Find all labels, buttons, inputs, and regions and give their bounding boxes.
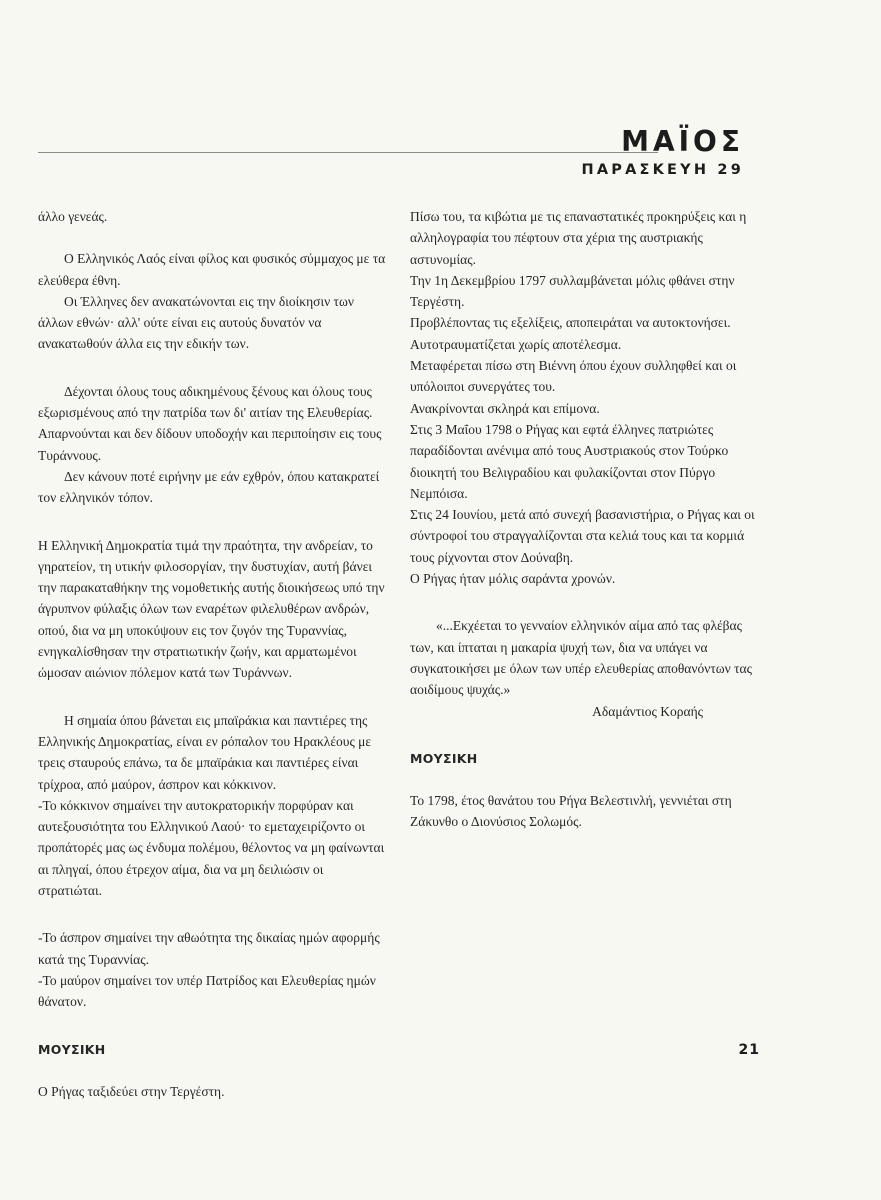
quote-author: Αδαμάντιος Κοραής: [592, 703, 703, 719]
section-heading-music-right: ΜΟΥΣΙΚΗ: [410, 750, 478, 766]
left-paragraph-3: Οι Έλληνες δεν ανακατώνονται εις την διοίκησιν των άλλων εθνών· αλλ' ούτε είναι εις αυτούς δυνατόν να ανακατωθούν άλλα εις την εδικήν των.: [38, 293, 354, 352]
left-paragraph-2: Ο Ελληνικός Λαός είναι φίλος και φυσικός σύμμαχος με τα ελεύθερα έθνη.: [38, 251, 386, 288]
left-paragraph-6: Η Ελληνική Δημοκρατία τιμά την πραότητα, την ανδρείαν, το γηρατείον, τη υτικήν φιλοσοργίαν, την δυστυχίαν, αυτή βάνει την παρακαταθήκην της νομοθετικής αυτής διοικήσεως υπό την άγρυπνον φύλαξις όλων των εναρέτων φιλελυθέρων ανδρών, οπού, δια να μη υποκύψουν εις τον ζυγόν της Τυραννίας, ενηγκαλίσθησαν την στρατιωτικήν ζωήν, και αρματωμένοι ώμοσαν αιώνιον πόλεμον κατά των Τυράννων.: [38, 537, 385, 681]
right-paragraph-5: Μεταφέρεται πίσω στη Βιέννη όπου έχουν συλληφθεί και οι υπόλοιποι συνεργάτες του.: [410, 358, 737, 395]
right-paragraph-3: Προβλέποντας τις εξελίξεις, αποπειράται να αυτοκτονήσει.: [410, 315, 731, 331]
right-paragraph-4: Αυτοτραυματίζεται χωρίς αποτέλεσμα.: [410, 336, 622, 352]
left-paragraph-9: -Το άσπρον σημαίνει την αθωότητα της δικαίας ημών αφορμής κατά της Τυραννίας.: [38, 930, 380, 967]
left-paragraph-5: Δεν κάνουν ποτέ ειρήνην με εάν εχθρόν, όπου κατακρατεί τον ελληνικόν τόπον.: [38, 468, 380, 506]
right-column: [410, 206, 755, 833]
left-paragraph-7: Η σημαία όπου βάνεται εις μπαϊράκια και παντιέρες της Ελληνικής Δημοκρατίας, είναι εν ρόπαλον του Ηρακλέους με τρεις σταυρούς επάνω, τα δε μπαϊράκια και παντιέρες είναι τρίχροα, από μαύρον, άσπρον και κόκκινον.: [38, 712, 372, 792]
korais-quote: «...Εκχέεται το γενναίον ελληνικόν αίμα από τας φλέβας των, και ίπταται η μακαρία ψυχή των, δια να υπάγει να συγκατοικήσει με όλων των υπέρ ελευθερίας αποθανόντων τας αοιδίμους ψυχάς.»: [410, 618, 752, 698]
left-paragraph-11: Ο Ρήγας ταξιδεύει στην Τεργέστη.: [38, 1083, 225, 1099]
right-paragraph-9: Ο Ρήγας ήταν μόλις σαράντα χρονών.: [410, 571, 616, 587]
right-paragraph-7: Στις 3 Μαΐου 1798 ο Ρήγας και εφτά έλληνες πατριώτες παραδίδονται ανένιμα από τους Αυστριακούς στον Τούρκο διοικητή του Βελιγραδίου και φυλακίζονται στον Πύργο Νεμπόισα.: [410, 421, 729, 501]
day-title: ΠΑΡΑΣΚΕΥΗ 29: [581, 162, 744, 178]
right-paragraph-8: Στις 24 Ιουνίου, μετά από συνεχή βασανιστήρια, ο Ρήγας και οι σύντροφοί του στραγγαλίζονται στα κελιά τους και τα κορμιά τους ρίχνονται στον Δούναβη.: [410, 507, 755, 565]
header-rule: [38, 152, 658, 153]
section-heading-music: ΜΟΥΣΙΚΗ: [38, 1041, 106, 1057]
month-title: ΜΑΪΟΣ: [621, 125, 744, 158]
left-paragraph-1: άλλο γενεάς.: [38, 209, 108, 224]
left-column: [38, 206, 390, 1102]
left-paragraph-10: -Το μαύρον σημαίνει τον υπέρ Πατρίδος και Ελευθερίας ημών θάνατον.: [38, 972, 376, 1010]
right-paragraph-1: Πίσω του, τα κιβώτια με τις επαναστατικές προκηρύξεις και η αλληλογραφία του πέφτουν στα χέρια της αυστριακής αστυνομίας.: [410, 209, 747, 267]
page-number: 21: [738, 1042, 760, 1058]
right-paragraph-6: Ανακρίνονται σκληρά και επίμονα.: [410, 400, 600, 416]
right-paragraph-10: Το 1798, έτος θανάτου του Ρήγα Βελεστινλή, γεννιέται στη Ζάκυνθο ο Διονύσιος Σολωμός.: [410, 793, 732, 830]
right-paragraph-2: Την 1η Δεκεμβρίου 1797 συλλαμβάνεται μόλις φθάνει στην Τεργέστη.: [410, 272, 735, 310]
left-paragraph-4: Δέχονται όλους τους αδικημένους ξένους και όλους τους εξωρισμένους από την πατρίδα των δι' αιτίαν της Ελευθερίας. Απαρνούνται και δεν δίδουν υποδοχήν και περιποίησιν εις τους Τυράννους.: [38, 383, 382, 463]
left-paragraph-8: -Το κόκκινον σημαίνει την αυτοκρατορικήν πορφύραν και αυτεξουσιότητα του Ελληνικού Λαού· το εμεταχειρίζοντο οι προπάτορές μας ως ένδυμα πολέμου, θέλοντος να μη φαίνωνται αι πληγαί, όπου έτρεχον αίμα, δια να μη δειλιώσιν οι στρατιώται.: [38, 797, 385, 899]
